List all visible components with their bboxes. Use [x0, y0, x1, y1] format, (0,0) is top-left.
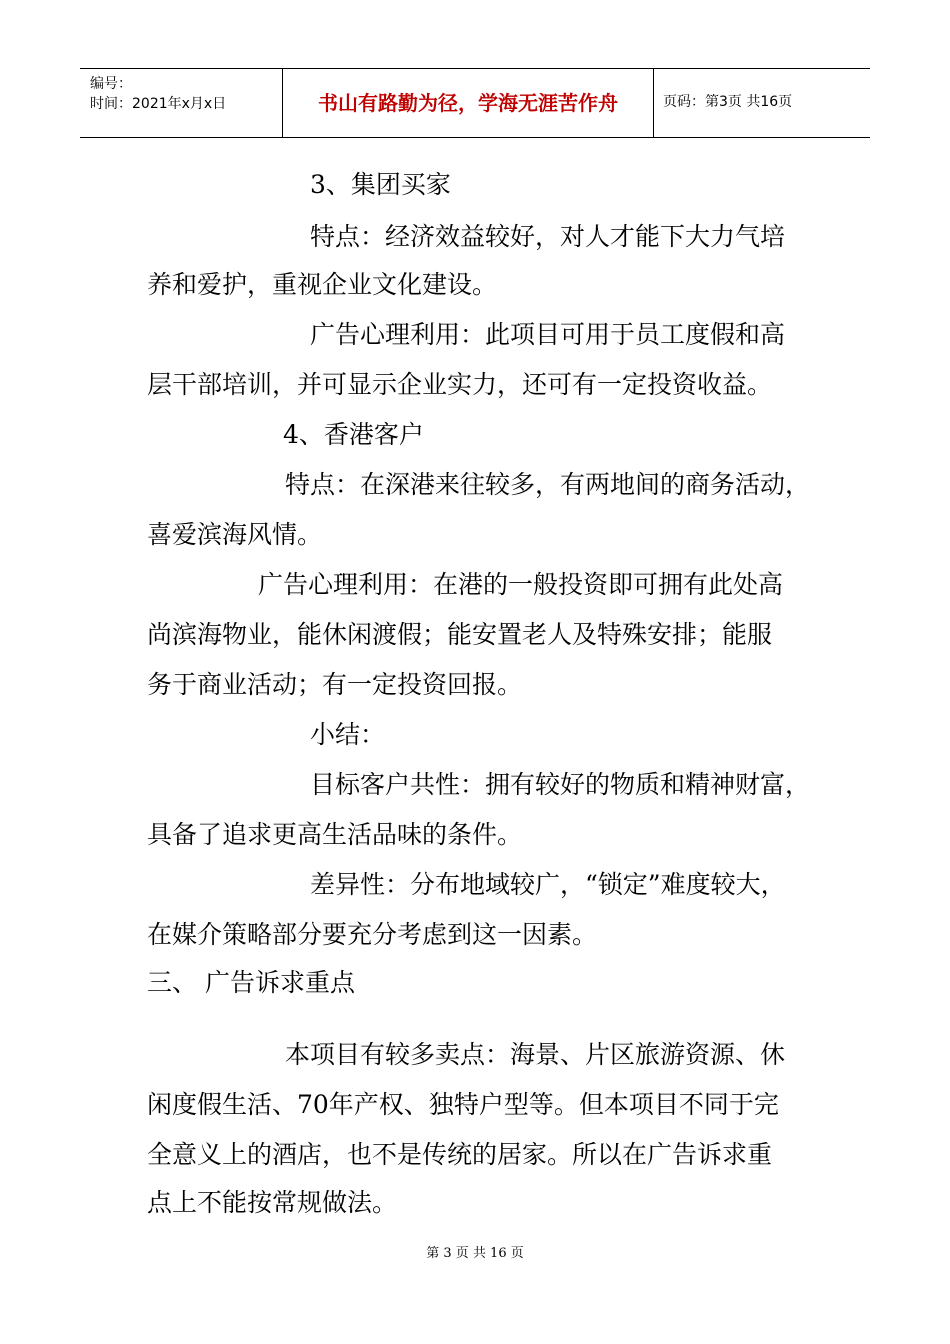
paragraph-line: 务于商业活动；有一定投资回报。 — [147, 670, 523, 699]
paragraph-line: 层干部培训，并可显示企业实力，还可有一定投资收益。 — [147, 370, 773, 399]
paragraph-line: 闲度假生活、70年产权、独特户型等。但本项目不同于完 — [147, 1090, 779, 1119]
section-heading: 三、 广告诉求重点 — [147, 968, 355, 997]
paragraph-line: 差异性：分布地域较广，“锁定”难度较大， — [310, 870, 786, 899]
paragraph-line: 点上不能按常规做法。 — [147, 1188, 398, 1217]
paragraph-line: 特点：经济效益较好，对人才能下大力气培 — [310, 222, 786, 251]
paragraph-line: 广告心理利用：此项目可用于员工度假和高 — [310, 320, 786, 349]
document-number-label: 编号： — [90, 76, 132, 92]
paragraph-line: 目标客户共性：拥有较好的物质和精神财富， — [310, 770, 811, 799]
paragraph-line: 全意义上的酒店，也不是传统的居家。所以在广告诉求重 — [147, 1140, 773, 1169]
paragraph-line: 在媒介策略部分要充分考虑到这一因素。 — [147, 920, 598, 949]
paragraph-line: 喜爱滨海风情。 — [147, 520, 323, 549]
paragraph-line: 特点：在深港来往较多，有两地间的商务活动， — [285, 470, 811, 499]
paragraph-line: 本项目有较多卖点：海景、片区旅游资源、休 — [285, 1040, 786, 1069]
header-page-cell — [653, 69, 870, 137]
header-meta-cell — [80, 69, 282, 137]
section-heading: 4、香港客户 — [283, 420, 424, 449]
paragraph-line: 养和爱护，重视企业文化建设。 — [147, 270, 498, 299]
document-date-label: 时间：2021年x月x日 — [90, 96, 227, 112]
header-motto: 书山有路勤为径，学海无涯苦作舟 — [318, 91, 618, 115]
header-page-info: 页码：第3页 共16页 — [663, 94, 793, 110]
paragraph-line: 广告心理利用：在港的一般投资即可拥有此处高 — [258, 570, 784, 599]
header-motto-cell — [282, 69, 654, 137]
page-footer: 第 3 页 共 16 页 — [426, 1246, 524, 1261]
section-heading: 小结： — [310, 720, 386, 749]
section-heading: 3、集团买家 — [310, 170, 451, 199]
paragraph-line: 尚滨海物业，能休闲渡假；能安置老人及特殊安排；能服 — [147, 620, 773, 649]
document-header — [80, 68, 870, 138]
paragraph-line: 具备了追求更高生活品味的条件。 — [147, 820, 523, 849]
